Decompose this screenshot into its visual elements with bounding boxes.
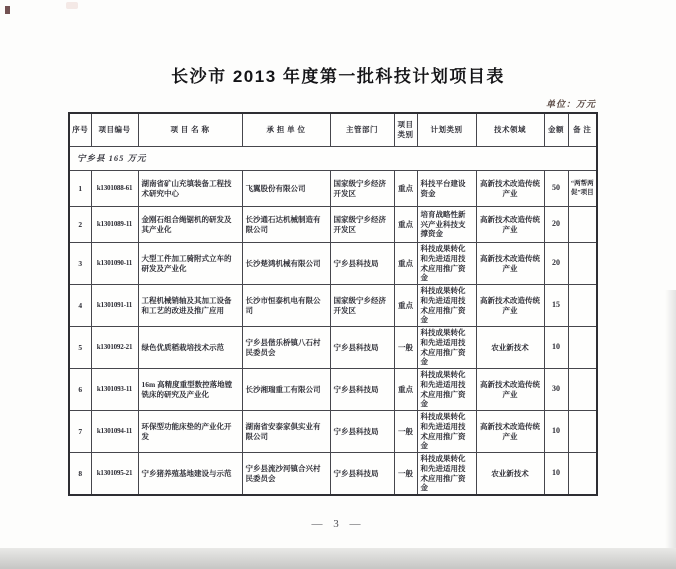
cell-department: 宁乡县科技局	[330, 411, 394, 453]
header-cell-remark: 备 注	[568, 113, 597, 147]
section-row-ningxiang	[69, 147, 597, 171]
cell-code: k1301095-21	[91, 453, 138, 496]
header-cell-undertaker: 承 担 单 位	[242, 113, 330, 147]
table-body	[69, 171, 597, 496]
cell-amount: 10	[544, 411, 568, 453]
table-row	[69, 369, 597, 411]
scan-shadow-right	[665, 290, 676, 548]
cell-category: 重点	[394, 207, 417, 243]
cell-undertaker: 长沙通石达机械制造有限公司	[242, 207, 330, 243]
cell-category: 一般	[394, 411, 417, 453]
header-cell-name: 项 目 名 称	[138, 113, 242, 147]
cell-category: 重点	[394, 285, 417, 327]
cell-department: 国家级宁乡经济开发区	[330, 207, 394, 243]
table-row	[69, 327, 597, 369]
cell-category: 一般	[394, 327, 417, 369]
cell-undertaker: 湖南省安泰家俱实业有限公司	[242, 411, 330, 453]
cell-plan-type: 科技成果转化和先进适用技术应用推广资金	[417, 243, 476, 285]
cell-plan-type: 科技平台建设资金	[417, 171, 476, 207]
cell-undertaker: 长沙市恒泰机电有限公司	[242, 285, 330, 327]
cell-code: k1301094-11	[91, 411, 138, 453]
cell-category: 重点	[394, 369, 417, 411]
cell-remark	[568, 327, 597, 369]
cell-remark	[568, 369, 597, 411]
table-row	[69, 453, 597, 496]
cell-seq: 1	[69, 171, 91, 207]
table-row	[69, 411, 597, 453]
cell-remark	[568, 243, 597, 285]
cell-category: 重点	[394, 171, 417, 207]
cell-amount: 20	[544, 207, 568, 243]
cell-plan-type: 培育战略性新兴产业科技支撑资金	[417, 207, 476, 243]
cell-department: 宁乡县科技局	[330, 453, 394, 496]
cell-tech-field: 高新技术改造传统产业	[476, 243, 544, 285]
cell-department: 宁乡县科技局	[330, 243, 394, 285]
page-title: 长沙市 2013 年度第一批科技计划项目表	[171, 67, 505, 86]
unit-note: 单位：万元	[545, 99, 596, 109]
cell-name: 绿色优质稻栽培技术示范	[138, 327, 242, 369]
cell-tech-field: 高新技术改造传统产业	[476, 411, 544, 453]
scan-shadow-bottom	[0, 548, 676, 569]
cell-amount: 50	[544, 171, 568, 207]
cell-code: k1301089-11	[91, 207, 138, 243]
cell-department: 国家级宁乡经济开发区	[330, 285, 394, 327]
cell-remark	[568, 207, 597, 243]
cell-seq: 8	[69, 453, 91, 496]
cell-tech-field: 高新技术改造传统产业	[476, 285, 544, 327]
cell-seq: 3	[69, 243, 91, 285]
cell-tech-field: 高新技术改造传统产业	[476, 171, 544, 207]
cell-amount: 20	[544, 243, 568, 285]
table-row	[69, 243, 597, 285]
cell-tech-field: 农业新技术	[476, 327, 544, 369]
cell-department: 宁乡县科技局	[330, 369, 394, 411]
cell-name: 环保型功能床垫的产业化开发	[138, 411, 242, 453]
cell-amount: 30	[544, 369, 568, 411]
cell-plan-type: 科技成果转化和先进适用技术应用推广资金	[417, 285, 476, 327]
cell-undertaker: 飞翼股份有限公司	[242, 171, 330, 207]
header-cell-department: 主管部门	[330, 113, 394, 147]
cell-code: k1301090-11	[91, 243, 138, 285]
cell-plan-type: 科技成果转化和先进适用技术应用推广资金	[417, 411, 476, 453]
cell-category: 一般	[394, 453, 417, 496]
cell-name: 宁乡猪养殖基地建设与示范	[138, 453, 242, 496]
scan-artifact-mark	[5, 6, 10, 14]
page-number: — 3 —	[311, 518, 365, 530]
cell-seq: 2	[69, 207, 91, 243]
cell-department: 国家级宁乡经济开发区	[330, 171, 394, 207]
header-cell-category: 项目类别	[394, 113, 417, 147]
cell-remark	[568, 411, 597, 453]
table-row	[69, 171, 597, 207]
cell-name: 湖南省矿山充填装备工程技术研究中心	[138, 171, 242, 207]
table-row	[69, 207, 597, 243]
header-cell-tech-field: 技术领域	[476, 113, 544, 147]
cell-department: 宁乡县科技局	[330, 327, 394, 369]
cell-remark: “两帮两促”项目	[568, 171, 597, 207]
cell-tech-field: 高新技术改造传统产业	[476, 369, 544, 411]
cell-remark	[568, 285, 597, 327]
cell-tech-field: 农业新技术	[476, 453, 544, 496]
cell-code: k1301092-21	[91, 327, 138, 369]
cell-remark	[568, 453, 597, 496]
header-cell-seq: 序号	[69, 113, 91, 147]
cell-amount: 10	[544, 453, 568, 496]
cell-code: k1301088-61	[91, 171, 138, 207]
cell-name: 16m 高精度重型数控落地镗铣床的研究及产业化	[138, 369, 242, 411]
cell-amount: 15	[544, 285, 568, 327]
cell-undertaker: 宁乡县流沙河镇合兴村民委员会	[242, 453, 330, 496]
cell-plan-type: 科技成果转化和先进适用技术应用推广资金	[417, 327, 476, 369]
cell-plan-type: 科技成果转化和先进适用技术应用推广资金	[417, 453, 476, 496]
cell-category: 重点	[394, 243, 417, 285]
cell-undertaker: 宁乡县偕乐桥镇八石村民委员会	[242, 327, 330, 369]
header-cell-code: 项目编号	[91, 113, 138, 147]
header-cell-amount: 金额	[544, 113, 568, 147]
cell-seq: 4	[69, 285, 91, 327]
cell-name: 工程机械销轴及其加工设备和工艺的改进及推广应用	[138, 285, 242, 327]
cell-undertaker: 长沙楚鸿机械有限公司	[242, 243, 330, 285]
project-table	[68, 112, 598, 496]
cell-seq: 5	[69, 327, 91, 369]
section-row-label: 宁乡县 165 万元	[69, 147, 597, 171]
table-row	[69, 285, 597, 327]
cell-tech-field: 高新技术改造传统产业	[476, 207, 544, 243]
table-header-row	[69, 113, 597, 147]
header-cell-plan-type: 计划类别	[417, 113, 476, 147]
cell-name: 大型工件加工骑附式立车的研发及产业化	[138, 243, 242, 285]
cell-undertaker: 长沙湘瑞重工有限公司	[242, 369, 330, 411]
cell-plan-type: 科技成果转化和先进适用技术应用推广资金	[417, 369, 476, 411]
cell-amount: 10	[544, 327, 568, 369]
cell-code: k1301093-11	[91, 369, 138, 411]
scan-smudge-mark	[66, 2, 78, 9]
cell-seq: 7	[69, 411, 91, 453]
cell-name: 金刚石组合绳锯机的研发及其产业化	[138, 207, 242, 243]
cell-code: k1301091-11	[91, 285, 138, 327]
cell-seq: 6	[69, 369, 91, 411]
